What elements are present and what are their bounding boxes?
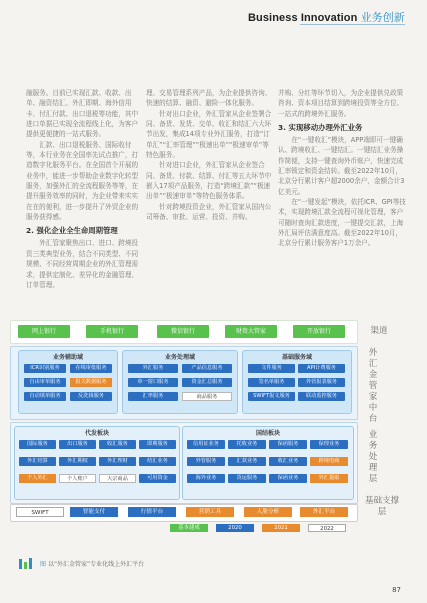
process-item: 商品服务 [182, 392, 232, 401]
text-column-3 [278, 88, 406, 249]
daifa-item: 个人账户 [59, 474, 96, 483]
paragraph: 在“一键收汇”模块，APP端即可一键确认、跨境收汇、一键结汇。一键结汇业务操作简便，支持一键查询外币账户，快速完成汇率锁定和资金结转。截至2022年10月，北京分行累计客户超2000余户，金额合计3亿美元。 [278, 136, 405, 196]
assist-domain-title: 业务辅助域 [52, 354, 83, 361]
paragraph: 汇款、出口退税服务、国际收付等，本行业务在全国率先试点推广，打造数字化服务平台。在全国首个开展的业务中，能进一步帮助企业数字化转型服务，加强外汇的全流程服务等等，在提升服务效率的同时，为企业带来实实在在的便利，进一步提升了外贸企业的服务获得感。 [26, 140, 139, 222]
daifa-item: 外汇结算 [19, 457, 56, 466]
daifa-item: 大宗商品 [99, 474, 136, 483]
guojie-item: 海外业务 [187, 474, 225, 483]
basic-item: 文件服务 [248, 364, 295, 373]
assist-item: 反洗钱服务 [70, 392, 112, 401]
guojie-item: 保函业务 [269, 474, 307, 483]
architecture-diagram [10, 318, 407, 532]
paragraph: 针对进口企业，外汇管家从企业签合同、备货、付款、结算、付汇等五大环节中嵌入17项产品服务，打造“跨境汇款”“极速出单”“极速审单”等特色服务体系。 [146, 161, 272, 201]
legend-2021: 2021 [262, 524, 300, 532]
daifa-item: 可用资金 [139, 474, 176, 483]
daifa-item: 出口服务 [59, 440, 96, 449]
guojie-item: 外管服务 [187, 457, 225, 466]
assist-item: 在线审批服务 [70, 364, 112, 373]
guojie-item: 跨境电商 [310, 457, 348, 466]
legend-2022: 2022 [308, 524, 346, 532]
guojie-item: 保理业务 [310, 440, 348, 449]
guojie-item: 汇款业务 [228, 457, 266, 466]
daifa-item: 国际服务 [19, 440, 56, 449]
guojie-title: 国结板块 [255, 430, 280, 437]
channel-treasury-manager: 财资大管家 [225, 325, 277, 338]
assist-item: 自由审单服务 [24, 378, 66, 387]
legend-2020: 2020 [216, 524, 254, 532]
guojie-item: 保函服务 [269, 440, 307, 449]
basic-item: 联动监控服务 [298, 392, 345, 401]
page-header [0, 0, 427, 32]
section-heading: 2. 强化企业全生命周期管理 [26, 226, 118, 236]
side-label-base: 基础支撑层 [364, 496, 399, 517]
base-item: 智能支付 [70, 507, 118, 517]
paragraph: 融服务。目前已实现汇款、收款、出单、融资结汇、外汇即期、海外信用卡、付汇付款、出口退税等功能，其中进口单据已实现全流程线上化，为客户提供更便捷的一站式服务。 [26, 89, 139, 139]
assist-item: 报关数据服务 [70, 378, 112, 387]
assist-item: 自动填单服务 [24, 392, 66, 401]
magazine-logo-icon [18, 556, 38, 570]
daifa-item: 外汇理财 [99, 457, 136, 466]
text-column-2 [146, 88, 274, 222]
legend-built: 基本建成 [170, 524, 208, 532]
page-number: 87 [392, 586, 401, 594]
daifa-item: 即期服务 [139, 440, 176, 449]
assist-item: ICR识别服务 [24, 364, 66, 373]
paragraph: 在“一键发起”模块，依托ICR、GPI等技术，实现跨境汇款全流程可视化管理，客户可随时查询汇款进度，一键提交汇款，上海外汇局评估满意度高。截至2022年10月，北京分行累计服务客户1万余户。 [278, 198, 406, 248]
channel-open-bank: 开放银行 [293, 325, 345, 338]
basic-item: API计费服务 [298, 364, 345, 373]
channel-mobile-bank: 手机银行 [86, 325, 138, 338]
channel-wechat-bank: 微信银行 [157, 325, 209, 338]
side-label-service: 业务处理层 [368, 430, 378, 484]
daifa-item: 个人外汇 [19, 474, 56, 483]
header-brand: Business Innovation 业务创新 [247, 12, 405, 24]
paragraph: 针对出口企业，外汇管家从企业签署合同、备货、发货、交单、收汇和结汇六大环节出发，集成14项专业外汇服务，打造“订单汇”“汇率管理”“极速出单”“极速审单”等特色服务。 [146, 109, 272, 160]
daifa-title: 代发板块 [84, 430, 109, 437]
guojie-item: 外汇提取 [310, 474, 348, 483]
header-rule [300, 24, 405, 25]
side-label-channel: 渠道 [370, 326, 388, 336]
daifa-item: 结汇业务 [139, 457, 176, 466]
basic-item: 外管报表服务 [298, 378, 345, 387]
basic-domain-title: 基础服务域 [281, 354, 312, 361]
guojie-item: 信用证业务 [187, 440, 225, 449]
base-item: 行情平台 [128, 507, 176, 517]
daifa-item: 外汇期权 [59, 457, 96, 466]
guojie-item: 收汇业务 [269, 457, 307, 466]
base-item: 人脸分析 [244, 507, 292, 517]
basic-item: 签名单服务 [248, 378, 295, 387]
paragraph: 理、交易管理系列产品，为企业提供咨询、快速的结算、融资、避险一体化服务。 [146, 89, 272, 108]
process-item: 产品信息服务 [182, 364, 232, 373]
channel-online-bank: 网上银行 [18, 325, 70, 338]
basic-item: SWIFT报文服务 [248, 392, 295, 401]
side-label-platform: 外汇金管家中台 [368, 348, 378, 424]
figure-caption: 图 以“外汇金管家”专业化线上外汇平台 [40, 561, 145, 568]
guojie-item: 托收业务 [228, 440, 266, 449]
paragraph: 外汇管家聚焦出口、进口、跨境投资三类典型业务，结合不同类型、不同规模、不同经营周期企业的外汇管理需求，提供定制化、差异化的金融管理、订单管理、 [26, 239, 139, 289]
process-item: 资金汇总服务 [182, 378, 232, 387]
process-item: 单一窗口服务 [128, 378, 178, 387]
process-item: 外汇服务 [128, 364, 178, 373]
base-item: 营销工具 [186, 507, 234, 517]
guojie-item: 货运服务 [228, 474, 266, 483]
page-footer [18, 556, 408, 570]
process-domain-title: 业务处理域 [164, 354, 195, 361]
paragraph: 针对跨境投资企业，外汇管家从国内公司筹备、审批、运营、投资、并购、 [146, 202, 272, 222]
daifa-item: 收汇服务 [99, 440, 136, 449]
process-item: 汇率服务 [128, 392, 178, 401]
section-heading: 3. 实现移动办理外汇业务 [278, 123, 363, 133]
base-item-swift: SWIFT [16, 507, 64, 517]
paragraph: 并购、分红等环节切入，为企业提供兑政策咨询、资本项目结算到跨境投资等全方位、一站式的跨境外汇服务。 [278, 89, 404, 118]
text-column-1 [26, 88, 142, 290]
base-item: 外汇平台 [300, 507, 348, 517]
